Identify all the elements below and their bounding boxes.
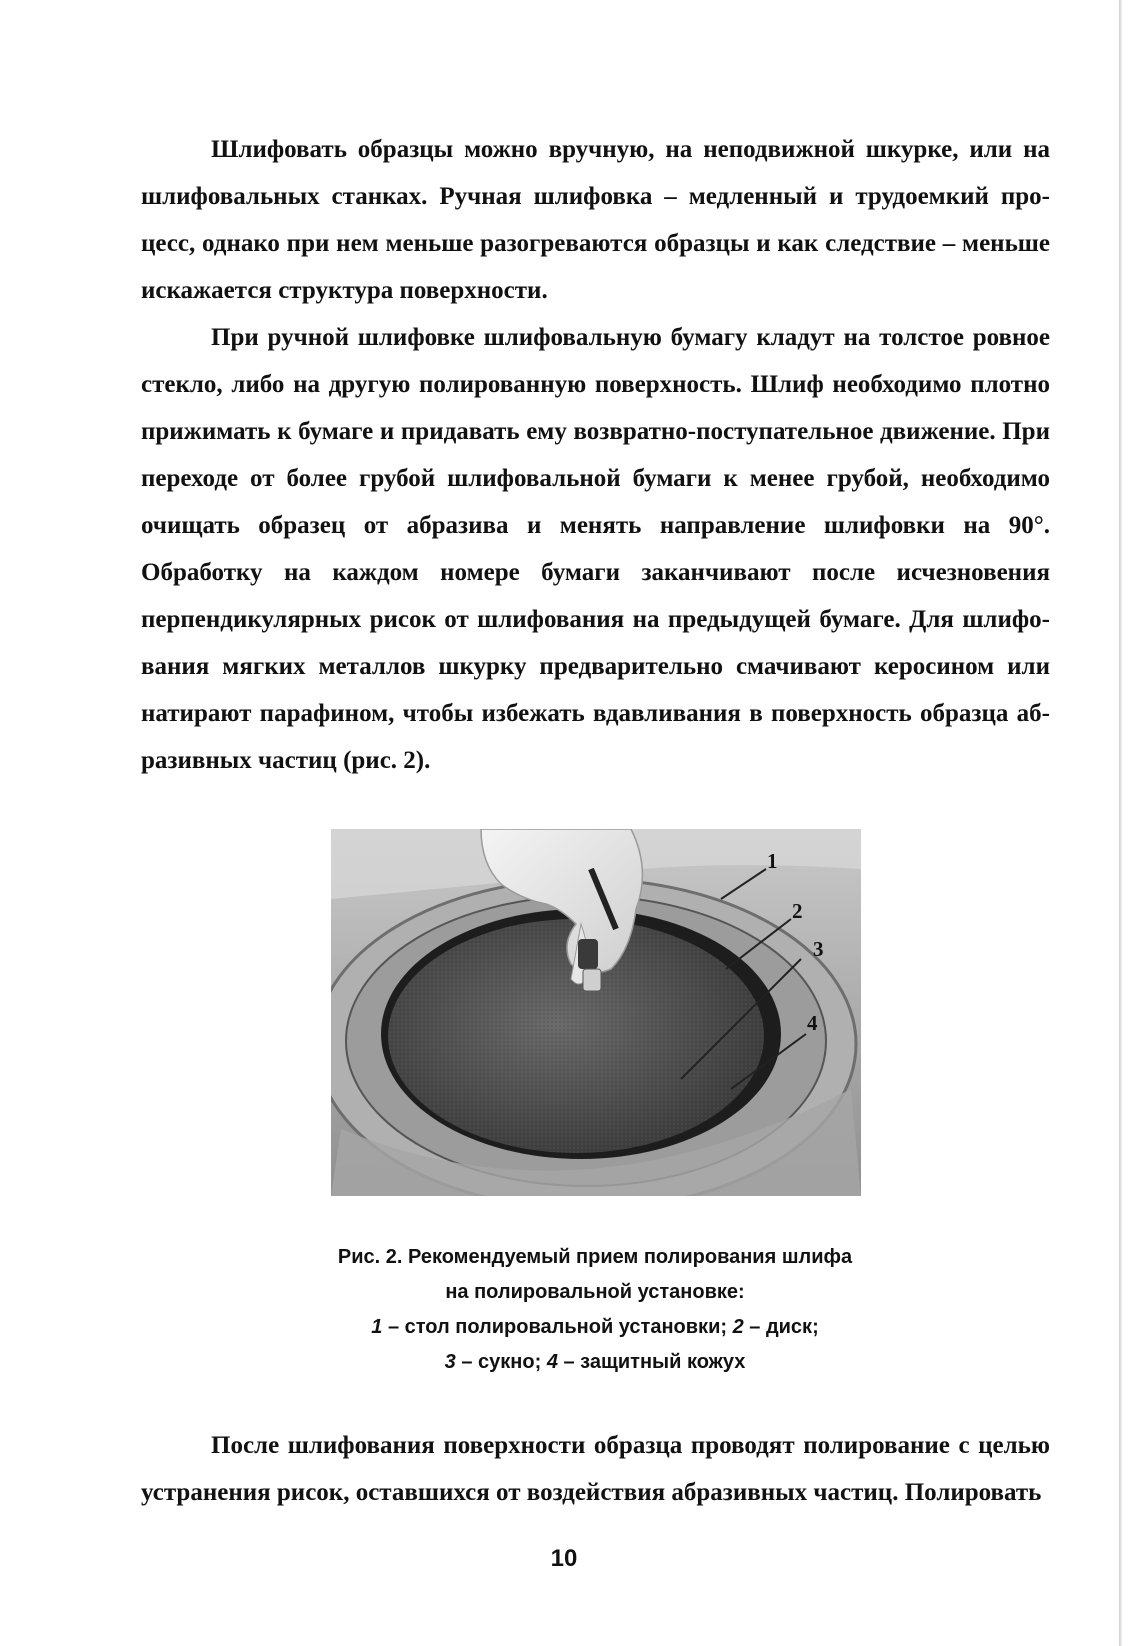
caption-prefix: Рис. 2. bbox=[337, 1246, 403, 1268]
figure-label-4: 4 bbox=[807, 1011, 818, 1035]
caption-line-3 bbox=[200, 1310, 990, 1345]
caption-item-3-text: – сукно; bbox=[455, 1351, 547, 1373]
page-number: 10 bbox=[550, 1545, 578, 1572]
paragraph-2: При ручной шлифовке шлифовальную бумагу кладут на толстое ровное стекло, либо на другую полированную поверхность. Шлиф необходимо плотно прижимать к бумаге и придавать ему возвратно-поступательное движение. При переходе от более грубой шлифовальной бумаги к менее грубой, необходимо очищать образец от абразива и менять направление шлифовки на 90°. Обработку на каждом номере бумаги заканчивают после исчезновения перпендикулярных рисок от шлифования на предыдущей бумаге. Для шлифования мягких металлов шкурку предварительно смачивают керосином или натирают парафином, чтобы избежать вдавливания в поверхность образца абразивных частиц (рис. 2). bbox=[141, 324, 1050, 774]
page-edge bbox=[1119, 0, 1122, 1646]
figure-label-1: 1 bbox=[767, 849, 778, 873]
caption-item-1-text: – стол полировальной установки; bbox=[382, 1316, 733, 1338]
caption-item-1-number: 1 bbox=[371, 1316, 383, 1338]
caption-item-4-text: – защитный кожух bbox=[557, 1351, 746, 1373]
caption-title: Рекомендуемый прием полирования шлифа bbox=[402, 1246, 853, 1268]
figure-label-2: 2 bbox=[792, 899, 803, 923]
paragraph-1: Шлифовать образцы можно вручную, на неподвижной шкурке, или на шлифовальных станках. Ручная шлифовка – медленный и трудоемкий процесс, однако при нем меньше разогреваются образцы и как следствие – меньше искажается структура поверхности. bbox=[141, 136, 1050, 304]
caption-item-2-number: 2 bbox=[732, 1316, 744, 1338]
caption-item-4-number: 4 bbox=[546, 1351, 558, 1373]
figure-label-3: 3 bbox=[813, 937, 824, 961]
figure-caption bbox=[200, 1240, 990, 1380]
caption-item-2-text: – диск; bbox=[743, 1316, 819, 1338]
figure-polishing-photo bbox=[331, 829, 861, 1196]
paragraph-3: После шлифования поверхности образца проводят полирование с целью устранения рисок, оставшихся от воздействия абразивных частиц. Полировать bbox=[141, 1432, 1050, 1506]
polishing-machine-illustration bbox=[331, 829, 861, 1196]
caption-item-3-number: 3 bbox=[444, 1351, 456, 1373]
caption-line-1 bbox=[200, 1240, 990, 1275]
caption-line-2: на полировальной установке: bbox=[445, 1281, 745, 1303]
caption-line-4 bbox=[200, 1345, 990, 1380]
